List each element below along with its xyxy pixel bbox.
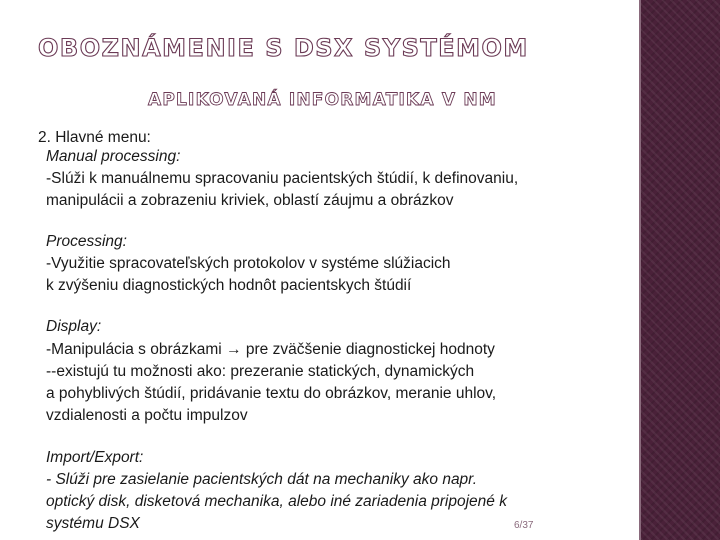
main-menu-heading: 2. Hlavné menu: — [38, 129, 151, 146]
slide-title: OBOZNÁMENIE S DSX SYSTÉMOM — [38, 34, 529, 62]
manual-processing-line-1: -Slúži k manuálnemu spracovaniu pacientských štúdií, k definovaniu, — [46, 170, 519, 187]
import-export-line-2: optický disk, disketová mechanika, alebo iné zariadenia pripojené k — [46, 493, 507, 510]
section-title-import-export: Import/Export: — [46, 449, 144, 466]
display-line-4: vzdialenosti a počtu impulzov — [46, 407, 248, 424]
decorative-sidebar — [641, 0, 720, 540]
arrow-right-icon: → — [226, 341, 242, 358]
section-title-processing: Processing: — [46, 233, 127, 250]
display-line-2: --existujú tu možnosti ako: prezeranie statických, dynamických — [46, 363, 475, 380]
display-line-1 — [46, 339, 495, 361]
processing-line-1: -Využitie spracovateľských protokolov v systéme slúžiacich — [46, 255, 451, 272]
slide-subtitle: APLIKOVANÁ INFORMATIKA V NM — [148, 90, 497, 110]
import-export-line-3: systému DSX — [46, 515, 140, 532]
display-line-1-post: pre zväčšenie diagnostickej hodnoty — [245, 341, 495, 358]
page-number: 6/37 — [514, 520, 534, 531]
display-line-1-pre: -Manipulácia s obrázkami — [46, 341, 222, 358]
section-title-display: Display: — [46, 318, 102, 335]
manual-processing-line-2: manipulácii a zobrazeniu kriviek, oblastí záujmu a obrázkov — [46, 192, 454, 209]
display-line-3: a pohyblivých štúdií, pridávanie textu do obrázkov, meranie uhlov, — [46, 385, 497, 402]
section-title-manual-processing: Manual processing: — [46, 148, 181, 165]
import-export-line-1: - Slúži pre zasielanie pacientských dát na mechaniky ako napr. — [46, 471, 478, 488]
processing-line-2: k zvýšeniu diagnostických hodnôt pacientskych štúdií — [46, 277, 412, 294]
